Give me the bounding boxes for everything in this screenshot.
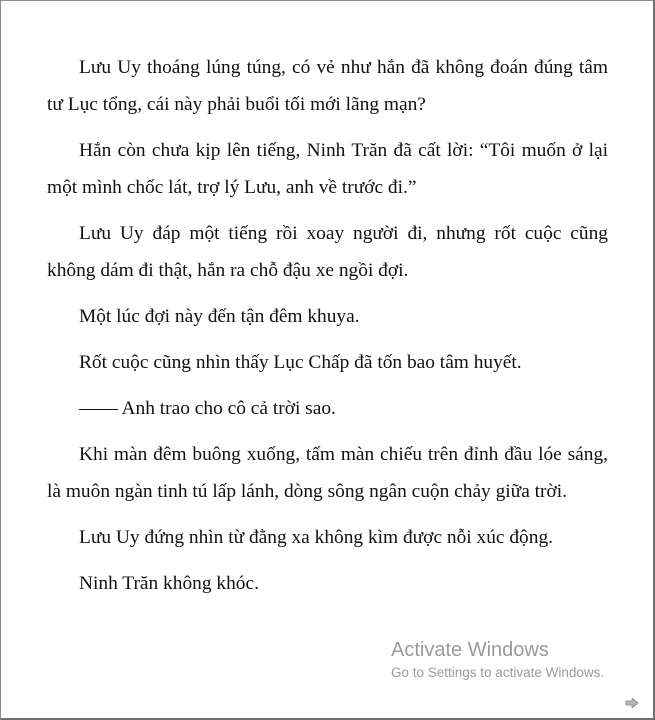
paragraph-1: Lưu Uy thoáng lúng túng, có vẻ như hắn đã không đoán đúng tâm tư Lục tổng, cái này phải buổi tối mới lãng mạn? — [47, 57, 608, 115]
paragraph-3: Lưu Uy đáp một tiếng rồi xoay người đi, nhưng rốt cuộc cũng không dám đi thật, hắn ra chỗ đậu xe ngồi đợi. — [47, 223, 608, 281]
paragraph-2: Hắn còn chưa kịp lên tiếng, Ninh Trăn đã cất lời: “Tôi muốn ở lại một mình chốc lát, trợ lý Lưu, anh về trước đi.” — [47, 140, 608, 198]
paragraph-9: Ninh Trăn không khóc. — [79, 573, 259, 594]
paragraph-7: Khi màn đêm buông xuống, tấm màn chiếu trên đỉnh đầu lóe sáng, là muôn ngàn tinh tú lấp lánh, dòng sông ngân cuộn chảy giữa trời. — [47, 444, 608, 502]
document-body — [47, 49, 608, 611]
paragraph-6: —— Anh trao cho cô cả trời sao. — [79, 398, 336, 419]
watermark-title: Activate Windows — [391, 639, 549, 661]
paragraph-4: Một lúc đợi này đến tận đêm khuya. — [79, 306, 360, 327]
pointer-arrow-icon — [625, 698, 639, 708]
paragraph-5: Rốt cuộc cũng nhìn thấy Lục Chấp đã tốn bao tâm huyết. — [79, 352, 522, 373]
paragraph-8: Lưu Uy đứng nhìn từ đằng xa không kìm được nỗi xúc động. — [79, 527, 553, 548]
activate-windows-watermark — [391, 637, 604, 683]
watermark-subtitle: Go to Settings to activate Windows. — [391, 665, 605, 680]
